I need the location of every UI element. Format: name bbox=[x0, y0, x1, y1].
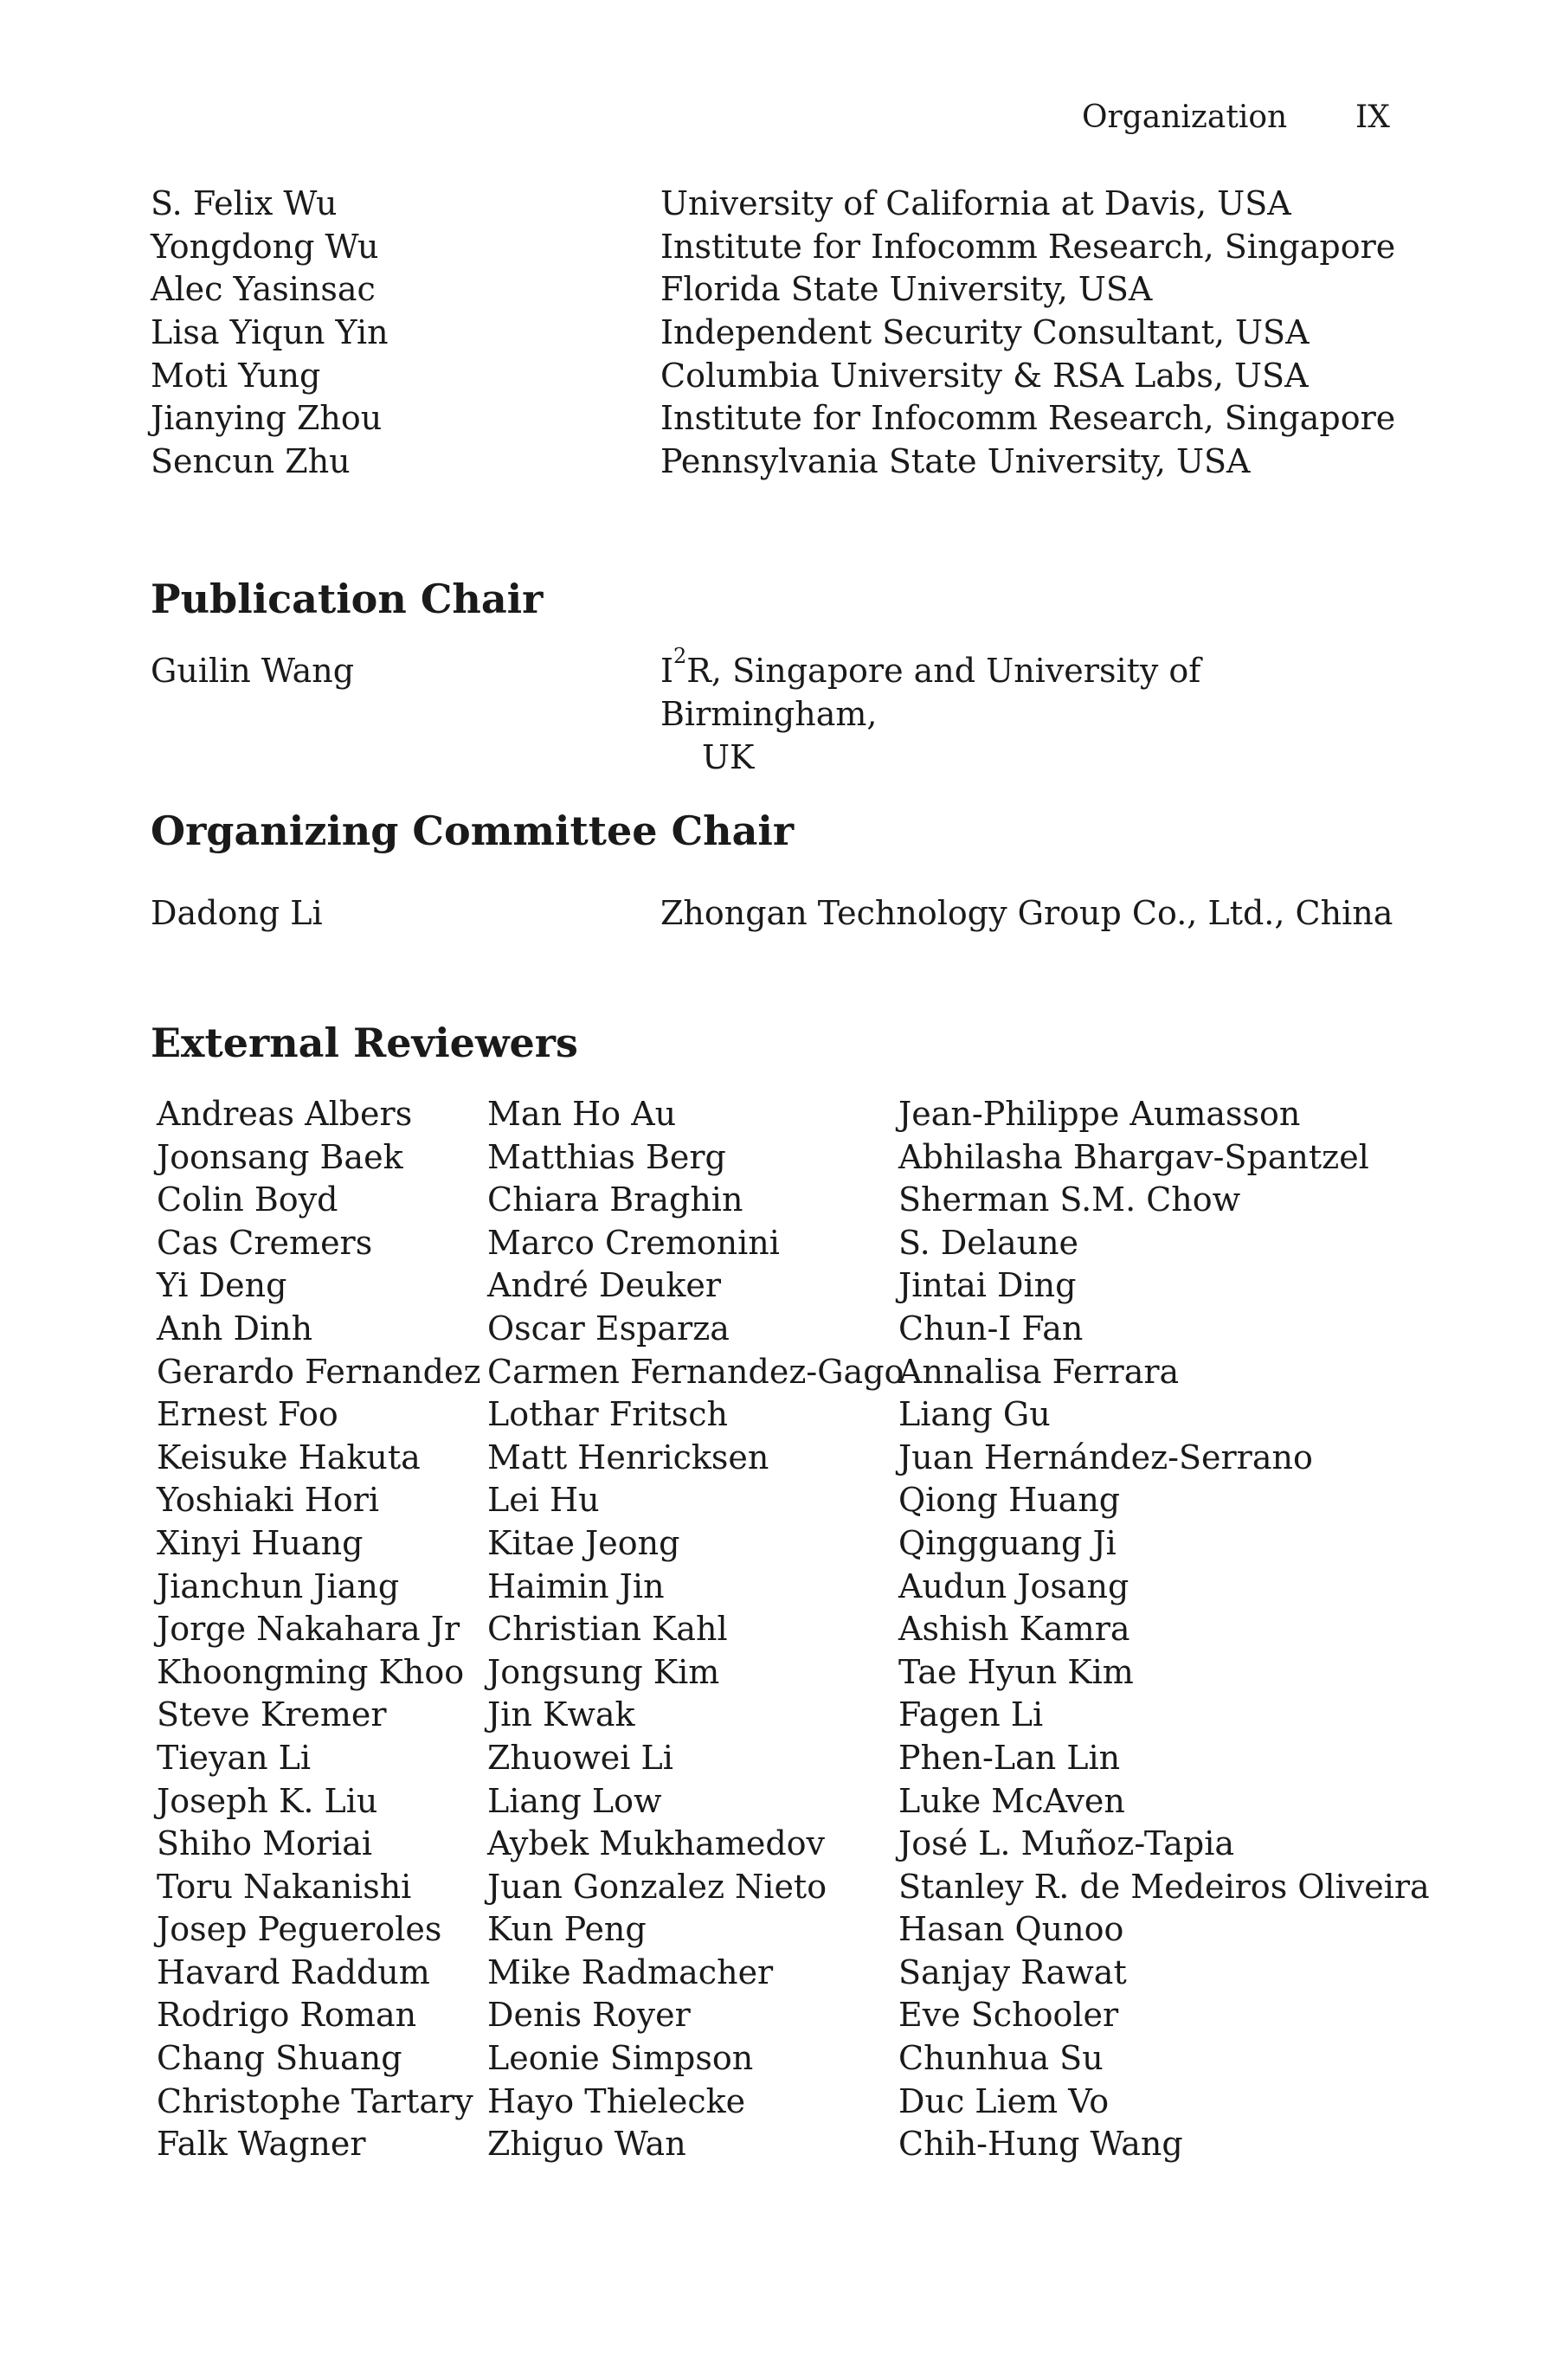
reviewer-row bbox=[0, 1822, 1551, 1865]
reviewer-name: Lei Hu bbox=[487, 1481, 600, 1520]
reviewer-name: Eve Schooler bbox=[898, 1996, 1119, 2035]
reviewer-row bbox=[0, 1607, 1551, 1650]
reviewer-name: Liang Gu bbox=[898, 1395, 1051, 1434]
publication-chair-heading: Publication Chair bbox=[151, 576, 544, 622]
chair-affiliation: Zhongan Technology Group Co., Ltd., China bbox=[660, 894, 1393, 932]
reviewer-row bbox=[0, 1092, 1551, 1135]
reviewer-name: Stanley R. de Medeiros Oliveira bbox=[898, 1867, 1430, 1906]
reviewer-name: Colin Boyd bbox=[157, 1180, 338, 1219]
reviewer-name: Chiara Braghin bbox=[487, 1180, 743, 1219]
reviewer-row bbox=[0, 1907, 1551, 1951]
reviewer-row bbox=[0, 1264, 1551, 1307]
reviewer-row bbox=[0, 1650, 1551, 1694]
reviewer-name: Andreas Albers bbox=[157, 1095, 413, 1133]
reviewer-row bbox=[0, 1221, 1551, 1264]
member-affiliation: Institute for Infocomm Research, Singapore bbox=[660, 399, 1396, 438]
reviewer-name: José L. Muñoz-Tapia bbox=[898, 1824, 1234, 1863]
chair-affiliation bbox=[660, 644, 1422, 779]
reviewer-name: Zhuowei Li bbox=[487, 1738, 673, 1777]
member-name: Yongdong Wu bbox=[151, 227, 379, 266]
reviewer-row bbox=[0, 2122, 1551, 2165]
reviewer-row bbox=[0, 1436, 1551, 1479]
reviewer-name: Fagen Li bbox=[898, 1695, 1044, 1734]
reviewer-name: Audun Josang bbox=[898, 1566, 1129, 1605]
reviewer-row bbox=[0, 1779, 1551, 1823]
reviewer-name: Man Ho Au bbox=[487, 1095, 677, 1133]
reviewer-name: Lothar Fritsch bbox=[487, 1395, 728, 1434]
reviewer-row bbox=[0, 1993, 1551, 2036]
reviewer-name: Shiho Moriai bbox=[157, 1824, 373, 1863]
reviewer-name: Jianchun Jiang bbox=[157, 1566, 400, 1605]
reviewer-row bbox=[0, 1521, 1551, 1565]
member-name: Moti Yung bbox=[151, 356, 321, 395]
reviewer-name: Leonie Simpson bbox=[487, 2039, 754, 2078]
reviewer-name: Yoshiaki Hori bbox=[157, 1481, 380, 1520]
reviewer-row bbox=[0, 2036, 1551, 2080]
page-number: IX bbox=[1355, 100, 1390, 135]
reviewer-name: Zhiguo Wan bbox=[487, 2125, 686, 2164]
member-affiliation: Florida State University, USA bbox=[660, 270, 1153, 309]
program-committee-list bbox=[0, 182, 1551, 483]
reviewer-row bbox=[0, 1307, 1551, 1350]
reviewer-name: Mike Radmacher bbox=[487, 1952, 774, 1991]
reviewer-row bbox=[0, 1135, 1551, 1179]
reviewer-name: Juan Hernández-Serrano bbox=[898, 1438, 1313, 1476]
reviewer-name: Josep Pegueroles bbox=[157, 1910, 442, 1949]
reviewer-name: Hayo Thielecke bbox=[487, 2081, 746, 2120]
reviewer-name: Jorge Nakahara Jr bbox=[157, 1610, 460, 1649]
organizing-chair-heading: Organizing Committee Chair bbox=[151, 807, 795, 854]
affiliation-prefix: I bbox=[660, 652, 674, 690]
committee-row bbox=[0, 225, 1551, 268]
reviewer-name: Ashish Kamra bbox=[898, 1610, 1130, 1649]
reviewer-name: Xinyi Huang bbox=[157, 1523, 364, 1562]
reviewer-name: Jin Kwak bbox=[487, 1695, 635, 1734]
reviewer-name: Sherman S.M. Chow bbox=[898, 1180, 1241, 1219]
reviewer-name: Jintai Ding bbox=[898, 1266, 1077, 1305]
reviewer-row bbox=[0, 1350, 1551, 1393]
reviewer-name: Matt Henricksen bbox=[487, 1438, 769, 1476]
reviewer-row bbox=[0, 1693, 1551, 1736]
reviewer-name: Aybek Mukhamedov bbox=[487, 1824, 826, 1863]
reviewer-name: Luke McAven bbox=[898, 1781, 1125, 1820]
reviewer-name: Gerardo Fernandez bbox=[157, 1352, 481, 1391]
reviewer-name: Sanjay Rawat bbox=[898, 1952, 1127, 1991]
reviewer-name: Jean-Philippe Aumasson bbox=[898, 1095, 1301, 1133]
reviewer-row bbox=[0, 1478, 1551, 1521]
reviewer-name: Duc Liem Vo bbox=[898, 2081, 1110, 2120]
member-affiliation: Columbia University & RSA Labs, USA bbox=[660, 356, 1309, 395]
committee-row bbox=[0, 354, 1551, 397]
reviewer-name: Matthias Berg bbox=[487, 1137, 726, 1176]
reviewer-name: Carmen Fernandez-Gago bbox=[487, 1352, 904, 1391]
reviewer-name: Chih-Hung Wang bbox=[898, 2125, 1183, 2164]
reviewer-name: Juan Gonzalez Nieto bbox=[487, 1867, 827, 1906]
reviewer-name: Joonsang Baek bbox=[157, 1137, 403, 1176]
reviewer-name: Havard Raddum bbox=[157, 1952, 430, 1991]
reviewer-name: Christophe Tartary bbox=[157, 2081, 473, 2120]
reviewer-name: Steve Kremer bbox=[157, 1695, 387, 1734]
reviewer-row bbox=[0, 1736, 1551, 1779]
reviewer-name: Abhilasha Bhargav-Spantzel bbox=[898, 1137, 1369, 1176]
reviewer-name: Hasan Qunoo bbox=[898, 1910, 1124, 1949]
reviewer-name: Annalisa Ferrara bbox=[898, 1352, 1180, 1391]
reviewer-row bbox=[0, 1565, 1551, 1608]
affiliation-line-1: R, Singapore and University of Birmingham, bbox=[660, 652, 1201, 733]
member-affiliation: University of California at Davis, USA bbox=[660, 184, 1291, 222]
reviewer-name: Anh Dinh bbox=[157, 1309, 313, 1348]
reviewer-name: Qingguang Ji bbox=[898, 1523, 1117, 1562]
member-name: S. Felix Wu bbox=[151, 184, 338, 222]
reviewer-name: Haimin Jin bbox=[487, 1566, 665, 1605]
committee-row bbox=[0, 440, 1551, 483]
reviewer-name: Ernest Foo bbox=[157, 1395, 338, 1434]
committee-row bbox=[0, 267, 1551, 311]
member-affiliation: Institute for Infocomm Research, Singapore bbox=[660, 227, 1396, 266]
external-reviewers-heading: External Reviewers bbox=[151, 1020, 578, 1066]
reviewer-name: Jongsung Kim bbox=[487, 1652, 720, 1691]
reviewer-name: Toru Nakanishi bbox=[157, 1867, 412, 1906]
member-affiliation: Independent Security Consultant, USA bbox=[660, 313, 1310, 352]
reviewer-name: Rodrigo Roman bbox=[157, 1996, 417, 2035]
reviewer-name: Yi Deng bbox=[157, 1266, 287, 1305]
reviewer-name: Tieyan Li bbox=[157, 1738, 312, 1777]
reviewer-row bbox=[0, 1951, 1551, 1994]
reviewer-row bbox=[0, 1393, 1551, 1436]
reviewer-name: Marco Cremonini bbox=[487, 1223, 780, 1262]
member-name: Alec Yasinsac bbox=[151, 270, 376, 309]
affiliation-line-2: UK bbox=[702, 738, 755, 776]
reviewer-row bbox=[0, 1865, 1551, 1908]
reviewer-name: Falk Wagner bbox=[157, 2125, 366, 2164]
reviewer-name: Chunhua Su bbox=[898, 2039, 1104, 2078]
member-name: Sencun Zhu bbox=[151, 442, 351, 481]
reviewer-name: Khoongming Khoo bbox=[157, 1652, 465, 1691]
running-head-section: Organization bbox=[1082, 100, 1288, 135]
chair-name: Dadong Li bbox=[151, 894, 323, 932]
committee-row bbox=[0, 182, 1551, 225]
reviewer-name: Chun-I Fan bbox=[898, 1309, 1084, 1348]
member-name: Lisa Yiqun Yin bbox=[151, 313, 389, 352]
reviewer-row bbox=[0, 2080, 1551, 2123]
reviewer-name: Chang Shuang bbox=[157, 2039, 402, 2078]
member-name: Jianying Zhou bbox=[151, 399, 383, 438]
reviewer-name: Keisuke Hakuta bbox=[157, 1438, 421, 1476]
affiliation-superscript: 2 bbox=[673, 644, 687, 668]
reviewer-name: S. Delaune bbox=[898, 1223, 1079, 1262]
reviewer-name: Liang Low bbox=[487, 1781, 662, 1820]
reviewer-name: Joseph K. Liu bbox=[157, 1781, 378, 1820]
reviewer-name: Denis Royer bbox=[487, 1996, 691, 2035]
committee-row bbox=[0, 396, 1551, 440]
chair-name: Guilin Wang bbox=[151, 652, 355, 690]
reviewer-name: André Deuker bbox=[487, 1266, 722, 1305]
external-reviewers-table bbox=[0, 1092, 1551, 2165]
reviewer-name: Kitae Jeong bbox=[487, 1523, 680, 1562]
reviewer-name: Kun Peng bbox=[487, 1910, 647, 1949]
member-affiliation: Pennsylvania State University, USA bbox=[660, 442, 1251, 481]
committee-row bbox=[0, 311, 1551, 354]
reviewer-name: Christian Kahl bbox=[487, 1610, 728, 1649]
reviewer-name: Oscar Esparza bbox=[487, 1309, 730, 1348]
reviewer-name: Phen-Lan Lin bbox=[898, 1738, 1121, 1777]
reviewer-row bbox=[0, 1178, 1551, 1221]
reviewer-name: Qiong Huang bbox=[898, 1481, 1121, 1520]
reviewer-name: Cas Cremers bbox=[157, 1223, 373, 1262]
reviewer-name: Tae Hyun Kim bbox=[898, 1652, 1134, 1691]
